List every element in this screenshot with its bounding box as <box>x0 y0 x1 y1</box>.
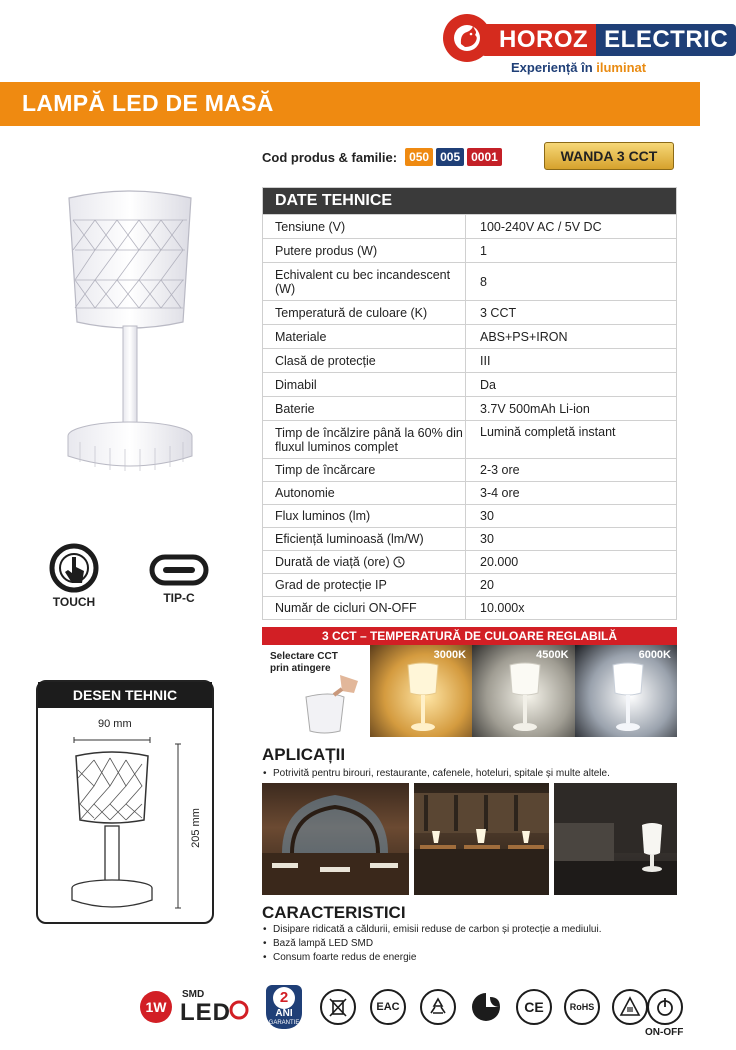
eac-label: EAC <box>376 1001 400 1013</box>
tech-key: Eficiență luminoasă (lm/W) <box>263 528 466 550</box>
tech-key-text: Durată de viață (ore) <box>275 555 390 569</box>
tipc-label: TIP-C <box>163 591 195 605</box>
cct-select-line2: prin atingere <box>270 663 331 674</box>
tech-row <box>263 324 676 348</box>
led-label: LED <box>180 999 231 1026</box>
restaurant-scene-icon <box>262 783 409 895</box>
list-item: • Potrivită pentru birouri, restaurante, cafenele, hoteluri, spitale și multe altele. <box>263 767 683 781</box>
tipc-feature <box>148 553 210 605</box>
cct-select-text <box>270 651 338 675</box>
tech-key: Baterie <box>263 397 466 420</box>
tech-row <box>263 527 676 550</box>
tech-row <box>263 481 676 504</box>
touch-icon <box>48 543 100 593</box>
tech-row <box>263 573 676 596</box>
cct-temp-3000k: 3000K <box>433 649 467 661</box>
tech-value: III <box>480 353 491 368</box>
cct-panel-4500k <box>472 645 574 737</box>
rohs-icon <box>564 989 600 1025</box>
usb-c-icon <box>149 553 209 587</box>
tech-row <box>263 300 676 324</box>
cct-temp-4500k: 4500K <box>536 649 569 661</box>
code-chip-3: 0001 <box>467 148 502 166</box>
lamp-cool-icon <box>611 661 645 733</box>
touch-label: TOUCH <box>52 595 96 609</box>
tech-row <box>263 396 676 420</box>
tagline-part2: iluminat <box>596 60 647 75</box>
cafe-photo <box>414 783 549 895</box>
cct-title: 3 CCT – TEMPERATURĂ DE CULOARE REGLABILĂ <box>262 627 677 645</box>
list-item: • Bază lampă LED SMD <box>263 937 683 951</box>
tech-value: 30 <box>480 509 494 523</box>
tech-key: Tensiune (V) <box>263 215 466 238</box>
power-value: 1W <box>145 999 167 1015</box>
tech-value: 30 <box>480 532 494 546</box>
hand-touch-icon <box>300 675 366 735</box>
tech-row <box>263 214 676 238</box>
tech-key: Echivalent cu bec incandescent (W) <box>263 263 466 300</box>
tech-value: Da <box>480 377 496 392</box>
tech-value: 2-3 ore <box>480 463 520 477</box>
brand-tagline <box>511 60 646 75</box>
tech-key: Autonomie <box>263 482 466 504</box>
tech-key: Putere produs (W) <box>263 239 466 262</box>
warranty-label: GARANTIE <box>268 1020 300 1026</box>
tech-row <box>263 262 676 300</box>
smd-led-badge <box>180 989 252 1029</box>
touch-feature <box>45 543 103 609</box>
characteristics-list <box>263 923 683 965</box>
page-title: LAMPĂ LED DE MASĂ <box>22 90 274 116</box>
tech-key: Timp de încărcare <box>263 459 466 481</box>
code-chip-1: 050 <box>405 148 433 166</box>
rohs-label: RoHS <box>569 1002 595 1012</box>
cct-select-panel <box>262 645 370 737</box>
bedroom-scene-icon <box>554 783 677 895</box>
tech-key: Număr de cicluri ON-OFF <box>263 597 466 619</box>
product-code-label: Cod produs & familie: <box>262 149 398 165</box>
tech-key: Dimabil <box>263 373 466 396</box>
tech-row <box>263 550 676 573</box>
tech-value: 3-4 ore <box>480 486 520 500</box>
cct-panels <box>262 645 677 737</box>
on-off-label: ON-OFF <box>645 1027 684 1038</box>
tech-value: ABS+PS+IRON <box>480 329 568 344</box>
family-badge: WANDA 3 CCT <box>544 142 674 170</box>
clock-icon <box>393 556 405 568</box>
brand-name-part1: HOROZ <box>481 24 596 56</box>
tech-key: Clasă de protecție <box>263 349 466 372</box>
code-chip-2: 005 <box>436 148 464 166</box>
lamp-warm-icon <box>406 661 440 733</box>
restaurant-photo <box>262 783 409 895</box>
warranty-badge <box>266 985 302 1033</box>
list-item: • Consum foarte redus de energie <box>263 951 683 965</box>
drawing-title: DESEN TEHNIC <box>38 682 212 708</box>
tech-value: 20.000 <box>480 555 519 569</box>
ce-label: CE <box>524 999 544 1015</box>
tech-key: Materiale <box>263 325 466 348</box>
tech-row <box>263 348 676 372</box>
led-ring-icon <box>228 999 250 1021</box>
eco-leaf-icon <box>468 989 504 1025</box>
ce-icon <box>516 989 552 1025</box>
warranty-years: 2 <box>273 987 295 1009</box>
characteristics-title: CARACTERISTICI <box>262 903 406 922</box>
cct-panel-6000k <box>575 645 677 737</box>
cafe-scene-icon <box>414 783 549 895</box>
applications-list <box>263 767 683 781</box>
lamp-product-image <box>55 180 205 480</box>
tagline-part1: Experiență în <box>511 60 593 75</box>
tech-value: 100-240V AC / 5V DC <box>480 219 602 234</box>
tech-key: Temperatură de culoare (K) <box>263 301 466 324</box>
tech-row <box>263 238 676 262</box>
tech-table <box>262 187 677 620</box>
tech-row <box>263 458 676 481</box>
drawing-width: 90 mm <box>98 718 132 730</box>
tech-key: Timp de încălzire până la 60% din fluxul luminos complet <box>263 421 466 458</box>
cct-select-line1: Selectare CCT <box>270 651 338 662</box>
tech-row <box>263 372 676 396</box>
tech-value: 8 <box>480 274 487 289</box>
tech-value: 1 <box>480 243 487 258</box>
cct-panel-3000k <box>370 645 472 737</box>
tech-key <box>263 551 466 573</box>
bedroom-photo <box>554 783 677 895</box>
on-off-cycles-icon <box>647 989 683 1025</box>
list-item: • Disipare ridicată a căldurii, emisii reduse de carbon și protecție a mediului. <box>263 923 683 937</box>
tech-value: Lumină completă instant <box>480 425 616 439</box>
cct-temp-6000k: 6000K <box>638 649 671 661</box>
class-iii-icon <box>612 989 648 1025</box>
lamp-drawing-icon <box>38 708 212 922</box>
warranty-shield-icon <box>266 985 302 1029</box>
tech-row <box>263 504 676 527</box>
drawing-height: 205 mm <box>189 808 202 848</box>
power-badge <box>140 991 172 1023</box>
eac-icon <box>370 989 406 1025</box>
tech-value: 20 <box>480 578 494 592</box>
lamp-neutral-icon <box>508 661 542 733</box>
brand-name-part2: ELECTRIC <box>596 24 736 56</box>
title-bar <box>0 82 700 126</box>
certifications-row <box>140 985 685 1040</box>
tech-value: 3 CCT <box>480 305 517 320</box>
tech-value: 10.000x <box>480 601 525 615</box>
applications-title: APLICAȚII <box>262 745 346 764</box>
product-code-row <box>262 145 505 169</box>
tech-row <box>263 420 676 458</box>
technical-drawing <box>36 680 214 924</box>
weee-icon <box>320 989 356 1025</box>
brand-name <box>481 24 736 56</box>
warranty-word: ANI <box>275 1008 293 1019</box>
tech-value: 3.7V 500mAh Li-ion <box>480 401 590 416</box>
brand-logo <box>443 12 729 82</box>
recycle-icon <box>420 989 456 1025</box>
smd-label: SMD <box>182 989 205 1000</box>
tech-key: Grad de protecție IP <box>263 574 466 596</box>
tech-key: Flux luminos (lm) <box>263 505 466 527</box>
tech-row <box>263 596 676 619</box>
tech-table-header: DATE TEHNICE <box>263 188 676 214</box>
